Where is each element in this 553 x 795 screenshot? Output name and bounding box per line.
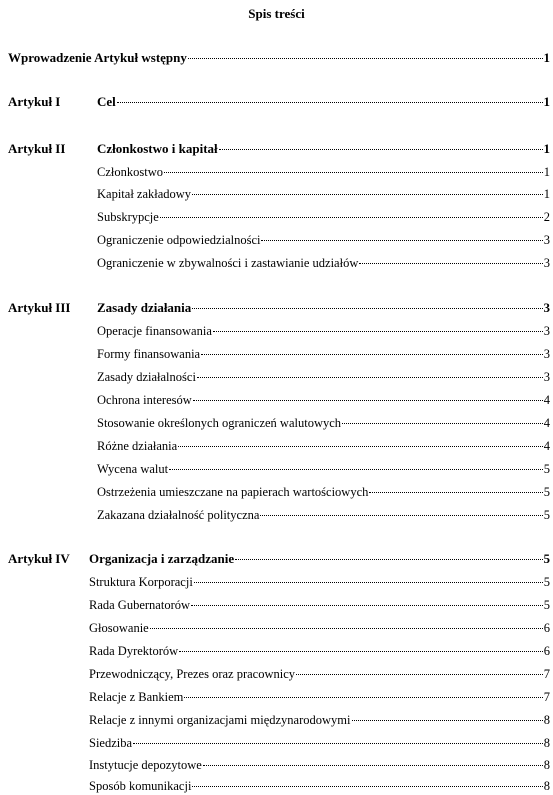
dot-leader [188,58,543,59]
toc-page-number: 8 [543,736,550,750]
toc-entry-label: Członkostwo i kapitał [97,141,218,156]
toc-entry[interactable] [97,209,550,225]
toc-page-number: 3 [543,370,550,384]
toc-entry[interactable] [97,392,550,408]
toc-entry-label: Rada Gubernatorów [89,598,191,612]
toc-page-number: 5 [543,485,550,499]
toc-entry[interactable] [97,461,550,477]
toc-page-number: 3 [543,233,550,247]
toc-entry[interactable] [97,186,550,202]
toc-page-number: 4 [543,439,550,453]
toc-entry[interactable] [97,255,550,271]
dot-leader [164,172,543,173]
toc-page-number: 5 [543,575,550,589]
toc-entry-label: Sposób komunikacji [89,779,192,793]
toc-entry-label: Przewodniczący, Prezes oraz pracownicy [89,667,296,681]
toc-heading[interactable] [97,141,550,157]
article-label: Artykuł II [8,141,66,156]
toc-entry[interactable] [89,597,550,613]
toc-entry-label: Ostrzeżenia umieszczane na papierach wartościowych [97,485,369,499]
toc-entry[interactable] [89,620,550,636]
toc-entry-label: Formy finansowania [97,347,201,361]
toc-page-number: 1 [543,187,550,201]
toc-page-number: 6 [543,621,550,635]
toc-entry[interactable] [89,778,550,794]
toc-entry[interactable] [89,735,550,751]
dot-leader [179,651,543,652]
dot-leader [203,765,543,766]
toc-entry-label: Operacje finansowania [97,324,212,338]
dot-leader [160,217,543,218]
dot-leader [261,240,542,241]
toc-page-number: 5 [543,551,550,566]
dot-leader [192,786,542,787]
toc-entry[interactable] [97,507,550,523]
dot-leader [369,492,542,493]
toc-heading[interactable] [97,300,550,316]
dot-leader [201,354,543,355]
toc-entry-label: Różne działania [97,439,178,453]
dot-leader [192,308,542,309]
toc-page-number: 8 [543,779,550,793]
toc-heading[interactable] [97,94,550,110]
toc-page-number: 5 [543,598,550,612]
toc-entry-label: Wprowadzenie Artykuł wstępny [8,50,187,65]
dot-leader [133,743,543,744]
toc-entry-label: Organizacja i zarządzanie [89,551,235,566]
toc-entry-label: Cel [97,94,116,109]
toc-page-number: 3 [543,300,550,315]
dot-leader [184,697,542,698]
toc-entry-label: Relacje z innymi organizacjami międzynarodowymi [89,713,351,727]
toc-entry-label: Ochrona interesów [97,393,192,407]
toc-entry[interactable] [89,643,550,659]
toc-entry-label: Kapitał zakładowy [97,187,192,201]
dot-leader [296,674,543,675]
toc-entry-label: Siedziba [89,736,133,750]
dot-leader [191,605,543,606]
dot-leader [197,377,543,378]
page-title: Spis treści [248,6,305,21]
toc-page-number: 7 [543,667,550,681]
toc-page-number: 8 [543,713,550,727]
dot-leader [169,469,543,470]
toc-entry-label: Głosowanie [89,621,149,635]
toc-entry-label: Relacje z Bankiem [89,690,184,704]
toc-page-number: 3 [543,324,550,338]
toc-page-number: 3 [543,347,550,361]
toc-page-number: 7 [543,690,550,704]
toc-heading[interactable] [89,551,550,567]
toc-page-number: 5 [543,508,550,522]
dot-leader [117,102,543,103]
toc-entry[interactable] [97,232,550,248]
toc-page-number: 6 [543,644,550,658]
dot-leader [359,263,542,264]
toc-entry-label: Zasady działania [97,300,192,315]
dot-leader [194,582,543,583]
dot-leader [178,446,543,447]
toc-entry-label: Instytucje depozytowe [89,758,202,772]
toc-entry-label: Subskrypcje [97,210,159,224]
article-label: Artykuł IV [8,551,70,566]
toc-entry-label: Struktura Korporacji [89,575,193,589]
toc-page-number: 2 [543,210,550,224]
dot-leader [213,331,543,332]
toc-entry-label: Ograniczenie odpowiedzialności [97,233,261,247]
article-label: Artykuł I [8,94,61,109]
dot-leader [342,423,543,424]
toc-entry-label: Zasady działalności [97,370,196,384]
toc-entry[interactable] [97,484,550,500]
dot-leader [352,720,543,721]
toc-entry-label: Członkostwo [97,165,163,179]
dot-leader [260,515,542,516]
toc-entry[interactable] [89,757,550,773]
toc-page-number: 1 [543,165,550,179]
dot-leader [193,400,543,401]
toc-page-number: 1 [543,141,550,156]
toc-page-number: 4 [543,416,550,430]
toc-page-number: 1 [543,50,550,65]
dot-leader [235,559,542,560]
dot-leader [150,628,543,629]
toc-entry[interactable] [97,323,550,339]
toc-entry[interactable] [97,415,550,431]
toc-entry[interactable] [97,164,550,180]
toc-entry-label: Rada Dyrektorów [89,644,179,658]
toc-entry-label: Zakazana działalność polityczna [97,508,260,522]
toc-page-number: 3 [543,256,550,270]
toc-entry[interactable] [89,666,550,682]
dot-leader [192,194,543,195]
toc-entry-label: Ograniczenie w zbywalności i zastawianie udziałów [97,256,359,270]
toc-entry[interactable] [89,574,550,590]
toc-entry[interactable] [89,689,550,705]
toc-page-number: 8 [543,758,550,772]
toc-entry[interactable] [97,369,550,385]
dot-leader [219,149,543,150]
toc-page-number: 1 [543,94,550,109]
toc-entry[interactable] [89,712,550,728]
toc-entry-label: Wycena walut [97,462,169,476]
toc-entry[interactable] [97,346,550,362]
toc-page-number: 4 [543,393,550,407]
toc-entry[interactable] [97,438,550,454]
toc-page-number: 5 [543,462,550,476]
article-label: Artykuł III [8,300,71,315]
toc-entry-label: Stosowanie określonych ograniczeń walutowych [97,416,342,430]
toc-entry-intro[interactable] [8,50,550,66]
